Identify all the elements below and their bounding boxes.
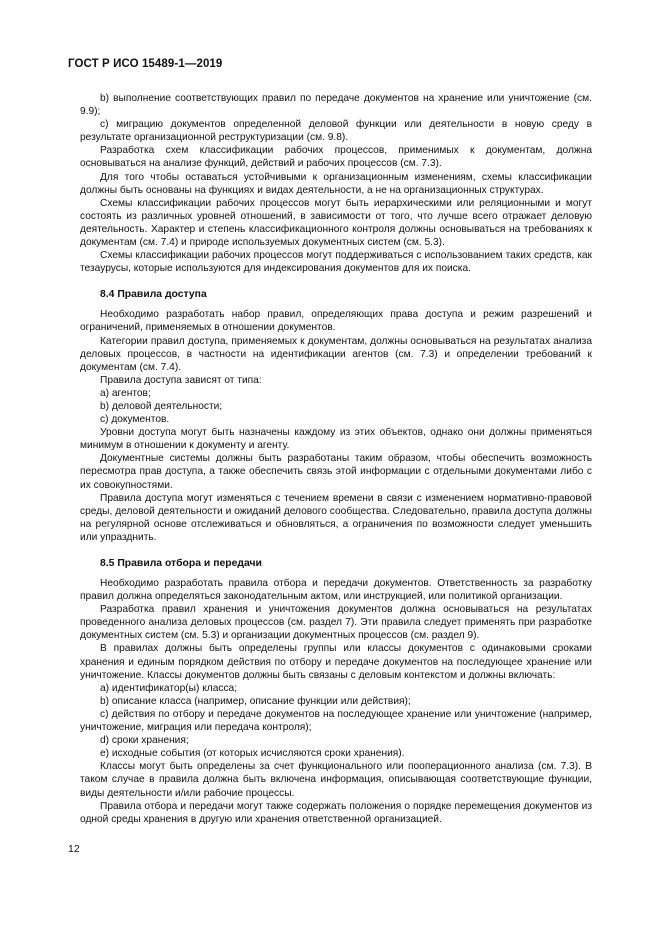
paragraph: Схемы классификации рабочих процессов могут быть иерархическими или реляционными и могут состоять из различных уровней отношений, в зависимости от того, что лучше всего отражает деловую деятельность. Характер и степень классификационного контроля должны основываться на требованиях к документам (см. 7.4) и природе используемых документных систем (см. 5.3). [80,197,592,249]
paragraph: Схемы классификации рабочих процессов могут поддерживаться с использованием таких средств, как тезаурусы, которые используются для индексирования документов для их поиска. [80,250,592,275]
paragraph: Правила доступа могут изменяться с течением времени в связи с изменением нормативно-правовой среды, деловой деятельности и ожиданий делового сообщества. Следовательно, правила доступа должны на регулярной основе отслеживаться и обновляться, а ограничения по возможности следует уменьшить или упразднить. [80,492,592,543]
section-heading-8-4: 8.4 Правила доступа [100,289,207,301]
list-item: c) миграцию документов определенной деловой функции или деятельности в новую среду в результате организационной реструктуризации (см. 9.8). [80,119,592,144]
list-item: c) действия по отбору и передаче документов на последующее хранение или уничтожение (например, уничтожение, миграция или передача контроля); [80,708,592,734]
paragraph: Необходимо разработать набор правил, определяющих права доступа и режим разрешений и ограничений, применяемых в отношении документов. [80,309,592,334]
paragraph: Разработка правил хранения и уничтожения документов должна основываться на результатах проведенного анализа деловых процессов (см. раздел 7). Эти правила следует применять при разработке документных систем (см. 5.3) и организации документных процессов (см. раздел 9). [80,604,592,642]
list-item: c) документов. [100,414,170,426]
section-heading-8-5: 8.5 Правила отбора и передачи [100,558,262,569]
paragraph: Классы могут быть определены за счет функционального или пооперационного анализа (см. 7.3). В таком случае в правила должна быть включена информация, описывающая соответствующие функции, виды деятельности и/или рабочие процессы. [80,761,592,799]
list-item: b) описание класса (например, описание функции или действия); [100,695,411,707]
paragraph: Для того чтобы оставаться устойчивыми к организационным изменениям, схемы классификации должны быть основаны на функциях и видах деятельности, а не на организационных структурах. [80,171,592,196]
list-item: a) идентификатор(ы) класса; [100,682,238,694]
paragraph: Правила доступа зависят от типа: [100,374,262,386]
document-body [80,92,592,826]
list-item: b) деловой деятельности; [100,400,223,412]
list-item: d) сроки хранения; [100,735,189,747]
paragraph: Категории правил доступа, применяемых к документам, должны основываться на результатах анализа деловых процессов, в частности на идентификации агентов (см. 7.3) и определении требований к документам (см. 7.4). [80,335,592,373]
list-item: b) выполнение соответствующих правил по передаче документов на хранение или уничтожение (см. 9.9); [80,93,592,118]
paragraph: Правила отбора и передачи могут также содержать положения о порядке перемещения документов из одной среды хранения в другую или хранения ответственной организацией. [80,800,592,825]
paragraph: Необходимо разработать правила отбора и передачи документов. Ответственность за разработку правил должна определяться законодательным актом, или инструкцией, или политикой организации. [80,578,592,603]
page-number: 12 [68,843,80,855]
list-item: e) исходные события (от которых исчисляются сроки хранения). [100,748,405,760]
paragraph: Уровни доступа могут быть назначены каждому из этих объектов, однако они должны применяться минимум в отношении к документу и агенту. [80,427,592,452]
paragraph: Документные системы должны быть разработаны таким образом, чтобы обеспечить возможность пересмотра прав доступа, а также обеспечить связь этой информации с отдельными документами либо с их совокупностями. [80,453,592,491]
list-item: a) агентов; [100,387,151,399]
paragraph: Разработка схем классификации рабочих процессов, применимых к документам, должна основываться на анализе функций, действий и рабочих процессов (см. 7.3). [80,145,592,170]
paragraph: В правилах должны быть определены группы или классы документов с одинаковыми сроками хранения и единым порядком действия по отбору и передаче документов на последующее хранение или уничтожение. Классы документов должны быть связаны с деловым контекстом и должны включать: [80,643,592,681]
document-header: ГОСТ Р ИСО 15489-1—2019 [68,58,223,70]
